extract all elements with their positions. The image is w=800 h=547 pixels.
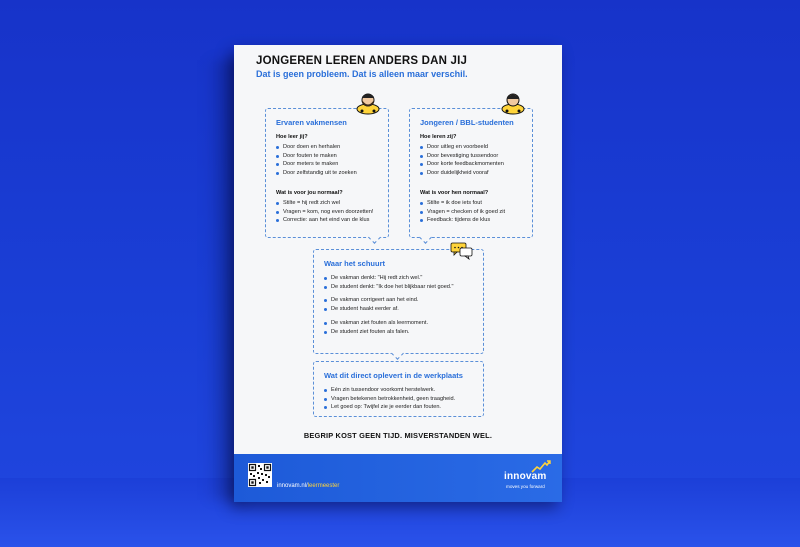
list-item: De vakman denkt: "Hij redt zich wel." <box>324 274 453 283</box>
list-item: Door doen en herhalen <box>276 143 357 152</box>
list-item: De student denkt: "Ik doe het blijkbaar niet goed." <box>324 283 453 292</box>
studenten-box <box>409 108 533 238</box>
list-item: Door duidelijkheid vooraf <box>420 169 504 178</box>
list-item: Stilte = hij redt zich wel <box>276 199 373 208</box>
list-item: Door fouten te maken <box>276 152 357 161</box>
vakmensen-question-2: Wat is voor jou normaal? <box>276 190 343 196</box>
studenten-list-2 <box>420 199 505 225</box>
list-item: Door uitleg en voorbeeld <box>420 143 504 152</box>
vakmensen-list-2 <box>276 199 373 225</box>
schuurt-list-2 <box>324 296 418 313</box>
footer-band <box>234 454 562 502</box>
bubble-tail <box>391 347 404 360</box>
list-item: De vakman ziet fouten als leermoment. <box>324 319 428 328</box>
poster-title: JONGEREN LEREN ANDERS DAN JIJ <box>256 55 468 67</box>
list-item: Vragen = checken of ik goed zit <box>420 208 505 217</box>
schuurt-list-3 <box>324 319 428 336</box>
list-item: Door korte feedbackmomenten <box>420 160 504 169</box>
studenten-list-1 <box>420 143 504 177</box>
vakmensen-heading: Ervaren vakmensen <box>276 118 347 127</box>
innovam-logo-text: innovam <box>504 471 547 482</box>
bubble-tail <box>368 231 381 244</box>
vakmensen-question-1: Hoe leer jij? <box>276 134 308 140</box>
list-item: Vragen betekenen betrokkenheid, geen traagheid. <box>324 395 455 404</box>
list-item: De vakman corrigeert aan het eind. <box>324 296 418 305</box>
young-worker-icon <box>500 89 526 115</box>
bubble-tail <box>419 231 432 244</box>
schuurt-box <box>313 249 484 354</box>
qr-code-icon <box>248 463 272 487</box>
footer-url-accent: leermeester <box>307 483 340 489</box>
schuurt-heading: Waar het schuurt <box>324 259 385 268</box>
list-item: Correctie: aan het eind van de klus <box>276 216 373 225</box>
list-item: De student haakt eerder af. <box>324 305 418 314</box>
schuurt-list-1 <box>324 274 453 291</box>
list-item: Feedback: tijdens de klus <box>420 216 505 225</box>
studenten-heading: Jongeren / BBL-studenten <box>420 118 514 127</box>
vakmensen-list-1 <box>276 143 357 177</box>
poster <box>234 45 562 502</box>
footer-url[interactable] <box>277 483 339 489</box>
list-item: De student ziet fouten als falen. <box>324 328 428 337</box>
list-item: Let goed op: Twijfel zie je eerder dan fouten. <box>324 403 455 412</box>
list-item: Eén zin tussendoor voorkomt herstelwerk. <box>324 386 455 395</box>
list-item: Vragen = kom, nog even doorzetten! <box>276 208 373 217</box>
poster-subtitle: Dat is geen probleem. Dat is alleen maar verschil. <box>256 69 468 79</box>
bearded-worker-icon <box>355 89 381 115</box>
oplevert-box <box>313 361 484 417</box>
oplevert-heading: Wat dit direct oplevert in de werkplaats <box>324 371 463 380</box>
list-item: Stilte = ik doe iets fout <box>420 199 505 208</box>
studenten-question-1: Hoe leren zij? <box>420 134 457 140</box>
footer-url-main: innovam.nl/ <box>277 483 308 489</box>
logo-tagline: moves you forward <box>506 484 545 489</box>
list-item: Door meters te maken <box>276 160 357 169</box>
oplevert-list <box>324 386 455 412</box>
list-item: Door zelfstandig uit te zoeken <box>276 169 357 178</box>
vakmensen-box <box>265 108 389 238</box>
studenten-question-2: Wat is voor hen normaal? <box>420 190 489 196</box>
slogan: BEGRIP KOST GEEN TIJD. MISVERSTANDEN WEL. <box>303 431 493 440</box>
list-item: Door bevestiging tussendoor <box>420 152 504 161</box>
speech-bubbles-icon <box>450 242 474 260</box>
